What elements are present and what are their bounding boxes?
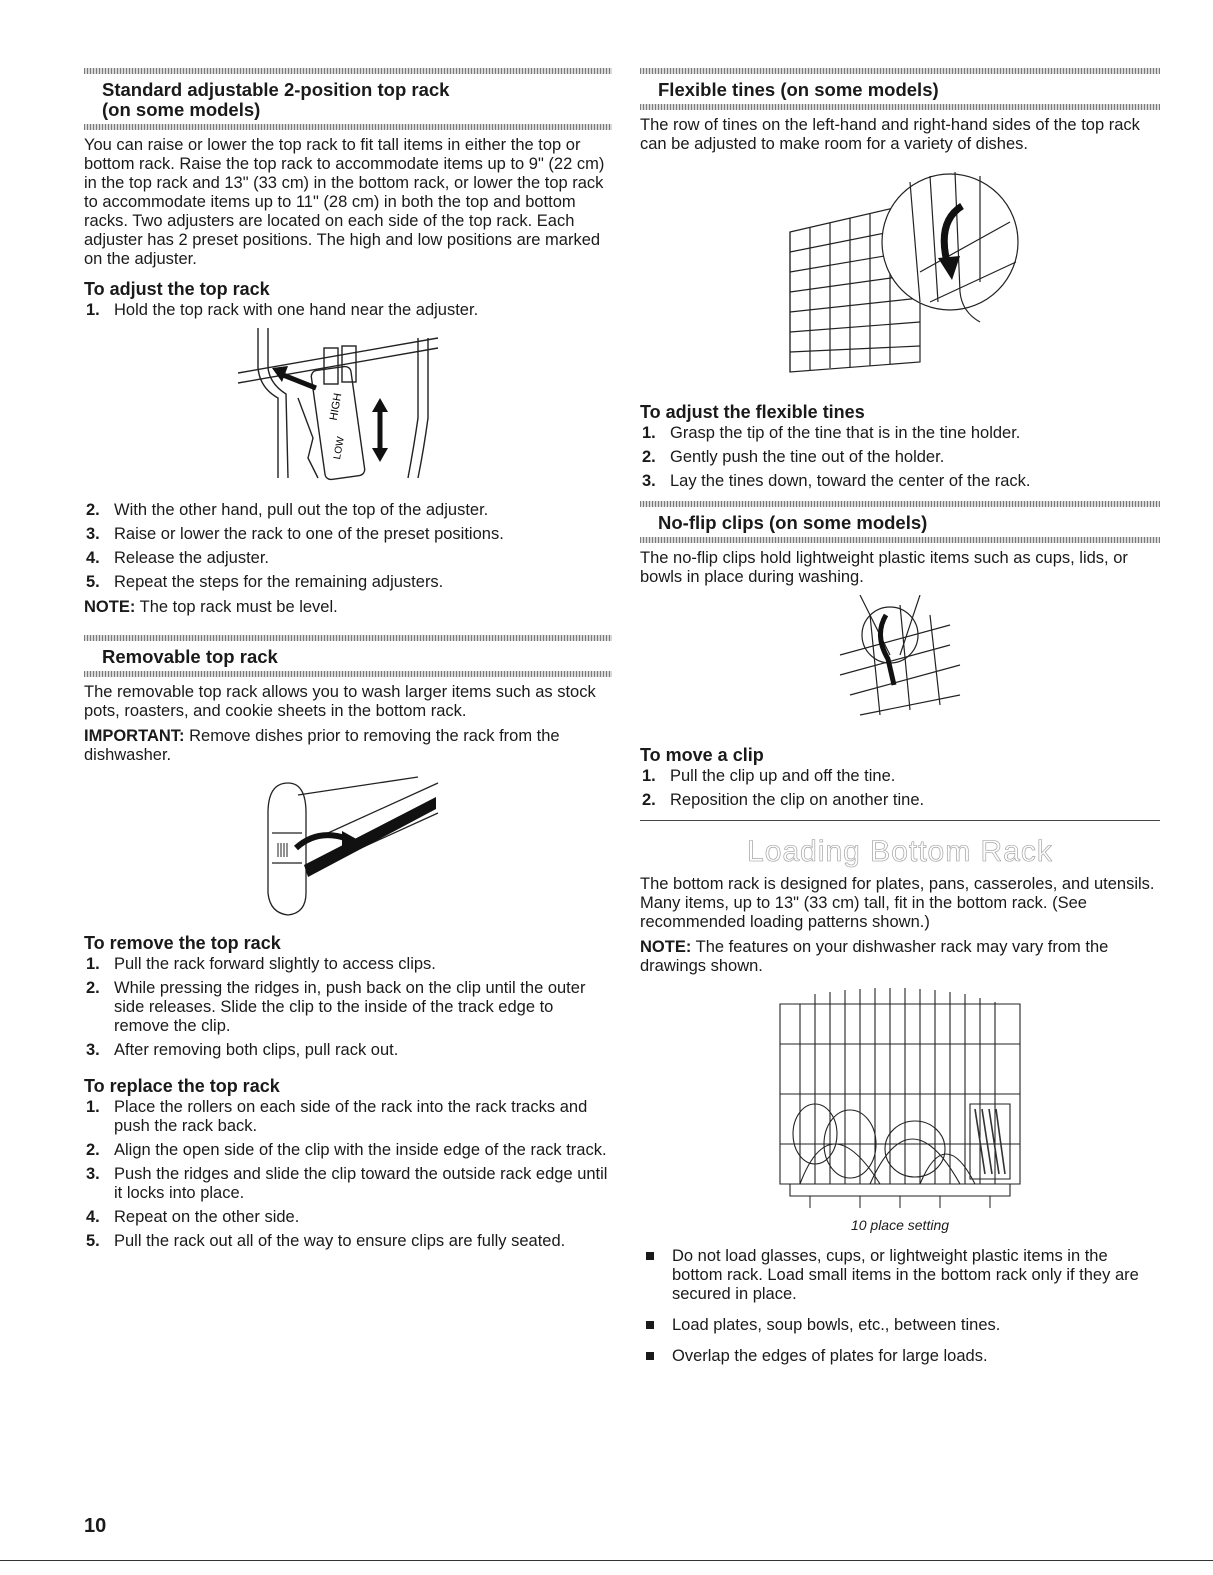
bottom-rack-illustration bbox=[770, 984, 1030, 1209]
heading-line: Standard adjustable 2-position top rack bbox=[102, 79, 450, 100]
sub-heading-adjust-flexible-tines: To adjust the flexible tines bbox=[640, 402, 865, 422]
step-item: 1. Place the rollers on each side of the rack into the rack tracks and push the rack back. bbox=[86, 1098, 588, 1135]
heading-line: (on some models) bbox=[102, 99, 261, 120]
steps-list bbox=[640, 767, 1160, 810]
step-item: 1. Pull the clip up and off the tine. bbox=[642, 767, 896, 785]
section-heading-no-flip-clips: No-flip clips (on some models) bbox=[658, 512, 928, 533]
step-item: 2. While pressing the ridges in, push back on the clip until the outer side releases. Slide the clip to the inside of the track edge to remove the clip. bbox=[86, 979, 586, 1035]
body-paragraph: The row of tines on the left-hand and right-hand sides of the top rack can be adjusted to make room for a variety of dishes. bbox=[640, 116, 1140, 153]
bullet-list bbox=[640, 1247, 1160, 1366]
important-paragraph: IMPORTANT: Remove dishes prior to removing the rack from the dishwasher. bbox=[84, 727, 560, 764]
left-column bbox=[84, 68, 612, 1256]
sub-heading-replace-top-rack: To replace the top rack bbox=[84, 1076, 280, 1096]
step-item: 3. Lay the tines down, toward the center of the rack. bbox=[642, 472, 1031, 490]
steps-list bbox=[84, 501, 612, 592]
high-label: HIGH bbox=[327, 392, 345, 422]
page-bottom-rule bbox=[0, 1560, 1213, 1561]
step-item: 2. With the other hand, pull out the top of the adjuster. bbox=[86, 501, 489, 519]
section-rule bbox=[640, 104, 1160, 110]
section-heading-removable-rack: Removable top rack bbox=[102, 646, 278, 667]
section-rule bbox=[84, 671, 612, 677]
step-item: 4. Release the adjuster. bbox=[86, 549, 270, 567]
step-item: 5. Pull the rack out all of the way to ensure clips are fully seated. bbox=[86, 1232, 566, 1250]
step-item: 2. Align the open side of the clip with the inside edge of the rack track. bbox=[86, 1141, 607, 1159]
steps-list bbox=[84, 955, 612, 1060]
step-item: 3. Push the ridges and slide the clip toward the outside rack edge until it locks into place. bbox=[86, 1165, 608, 1202]
steps-list bbox=[84, 1098, 612, 1251]
bullet-item: Do not load glasses, cups, or lightweight plastic items in the bottom rack. Load small items in the bottom rack only if they are secured in place. bbox=[640, 1247, 1160, 1304]
body-paragraph: The removable top rack allows you to wash larger items such as stock pots, roasters, and cookie sheets in the bottom rack. bbox=[84, 683, 596, 720]
steps-list bbox=[84, 301, 612, 320]
step-item: 5. Repeat the steps for the remaining adjusters. bbox=[86, 573, 444, 591]
rack-clip-illustration bbox=[248, 773, 448, 923]
step-item: 4. Repeat on the other side. bbox=[86, 1208, 300, 1226]
body-paragraph: You can raise or lower the top rack to fit tall items in either the top or bottom rack. Raise the top rack to accommodate items up to 9" (22 cm) in the top rack and 13" (33 cm) in the bottom rack, or lower the top rack to accommodate items up to 11" (28 cm) in both the top and bottom racks. Two adjusters are located on each side of the top rack. Each adjuster has 2 preset positions. The high and low positions are marked on the adjuster. bbox=[84, 136, 605, 268]
flexible-tines-illustration bbox=[780, 162, 1020, 392]
sub-heading-remove-top-rack: To remove the top rack bbox=[84, 933, 281, 953]
step-item: 1. Grasp the tip of the tine that is in the tine holder. bbox=[642, 424, 1021, 442]
low-label: LOW bbox=[332, 435, 347, 461]
note-paragraph: NOTE: The top rack must be level. bbox=[84, 598, 338, 616]
right-column bbox=[640, 68, 1160, 1378]
step-item: 3. Raise or lower the rack to one of the preset positions. bbox=[86, 525, 504, 543]
step-item: 1. Pull the rack forward slightly to access clips. bbox=[86, 955, 436, 973]
bullet-item: Load plates, soup bowls, etc., between tines. bbox=[640, 1316, 1160, 1335]
step-item: 2. Reposition the clip on another tine. bbox=[642, 791, 925, 809]
figure-caption: 10 place setting bbox=[850, 1217, 950, 1233]
sub-heading-adjust-top-rack: To adjust the top rack bbox=[84, 279, 270, 299]
note-paragraph: NOTE: The features on your dishwasher rack may vary from the drawings shown. bbox=[640, 938, 1109, 975]
sub-heading-move-clip: To move a clip bbox=[640, 745, 764, 765]
page-number: 10 bbox=[84, 1515, 107, 1537]
section-divider bbox=[640, 820, 1160, 821]
section-heading-adjustable-rack bbox=[84, 74, 612, 124]
section-rule bbox=[84, 124, 612, 130]
body-paragraph: The bottom rack is designed for plates, pans, casseroles, and utensils. Many items, up to 13" (33 cm) tall, fit in the bottom rack. (See recommended loading patterns shown.) bbox=[640, 875, 1155, 931]
heading-loading-bottom-rack: Loading Bottom Rack bbox=[747, 835, 1053, 868]
adjuster-illustration bbox=[238, 328, 458, 493]
step-item: 2. Gently push the tine out of the holder. bbox=[642, 448, 945, 466]
body-paragraph: The no-flip clips hold lightweight plastic items such as cups, lids, or bowls in place during washing. bbox=[640, 549, 1128, 586]
step-item: 3. After removing both clips, pull rack out. bbox=[86, 1041, 399, 1059]
no-flip-clip-illustration bbox=[830, 595, 970, 735]
step-item: 1. Hold the top rack with one hand near the adjuster. bbox=[86, 301, 479, 319]
section-rule bbox=[640, 537, 1160, 543]
section-heading-flexible-tines: Flexible tines (on some models) bbox=[658, 79, 939, 100]
bullet-item: Overlap the edges of plates for large loads. bbox=[640, 1347, 1160, 1366]
steps-list bbox=[640, 424, 1160, 491]
